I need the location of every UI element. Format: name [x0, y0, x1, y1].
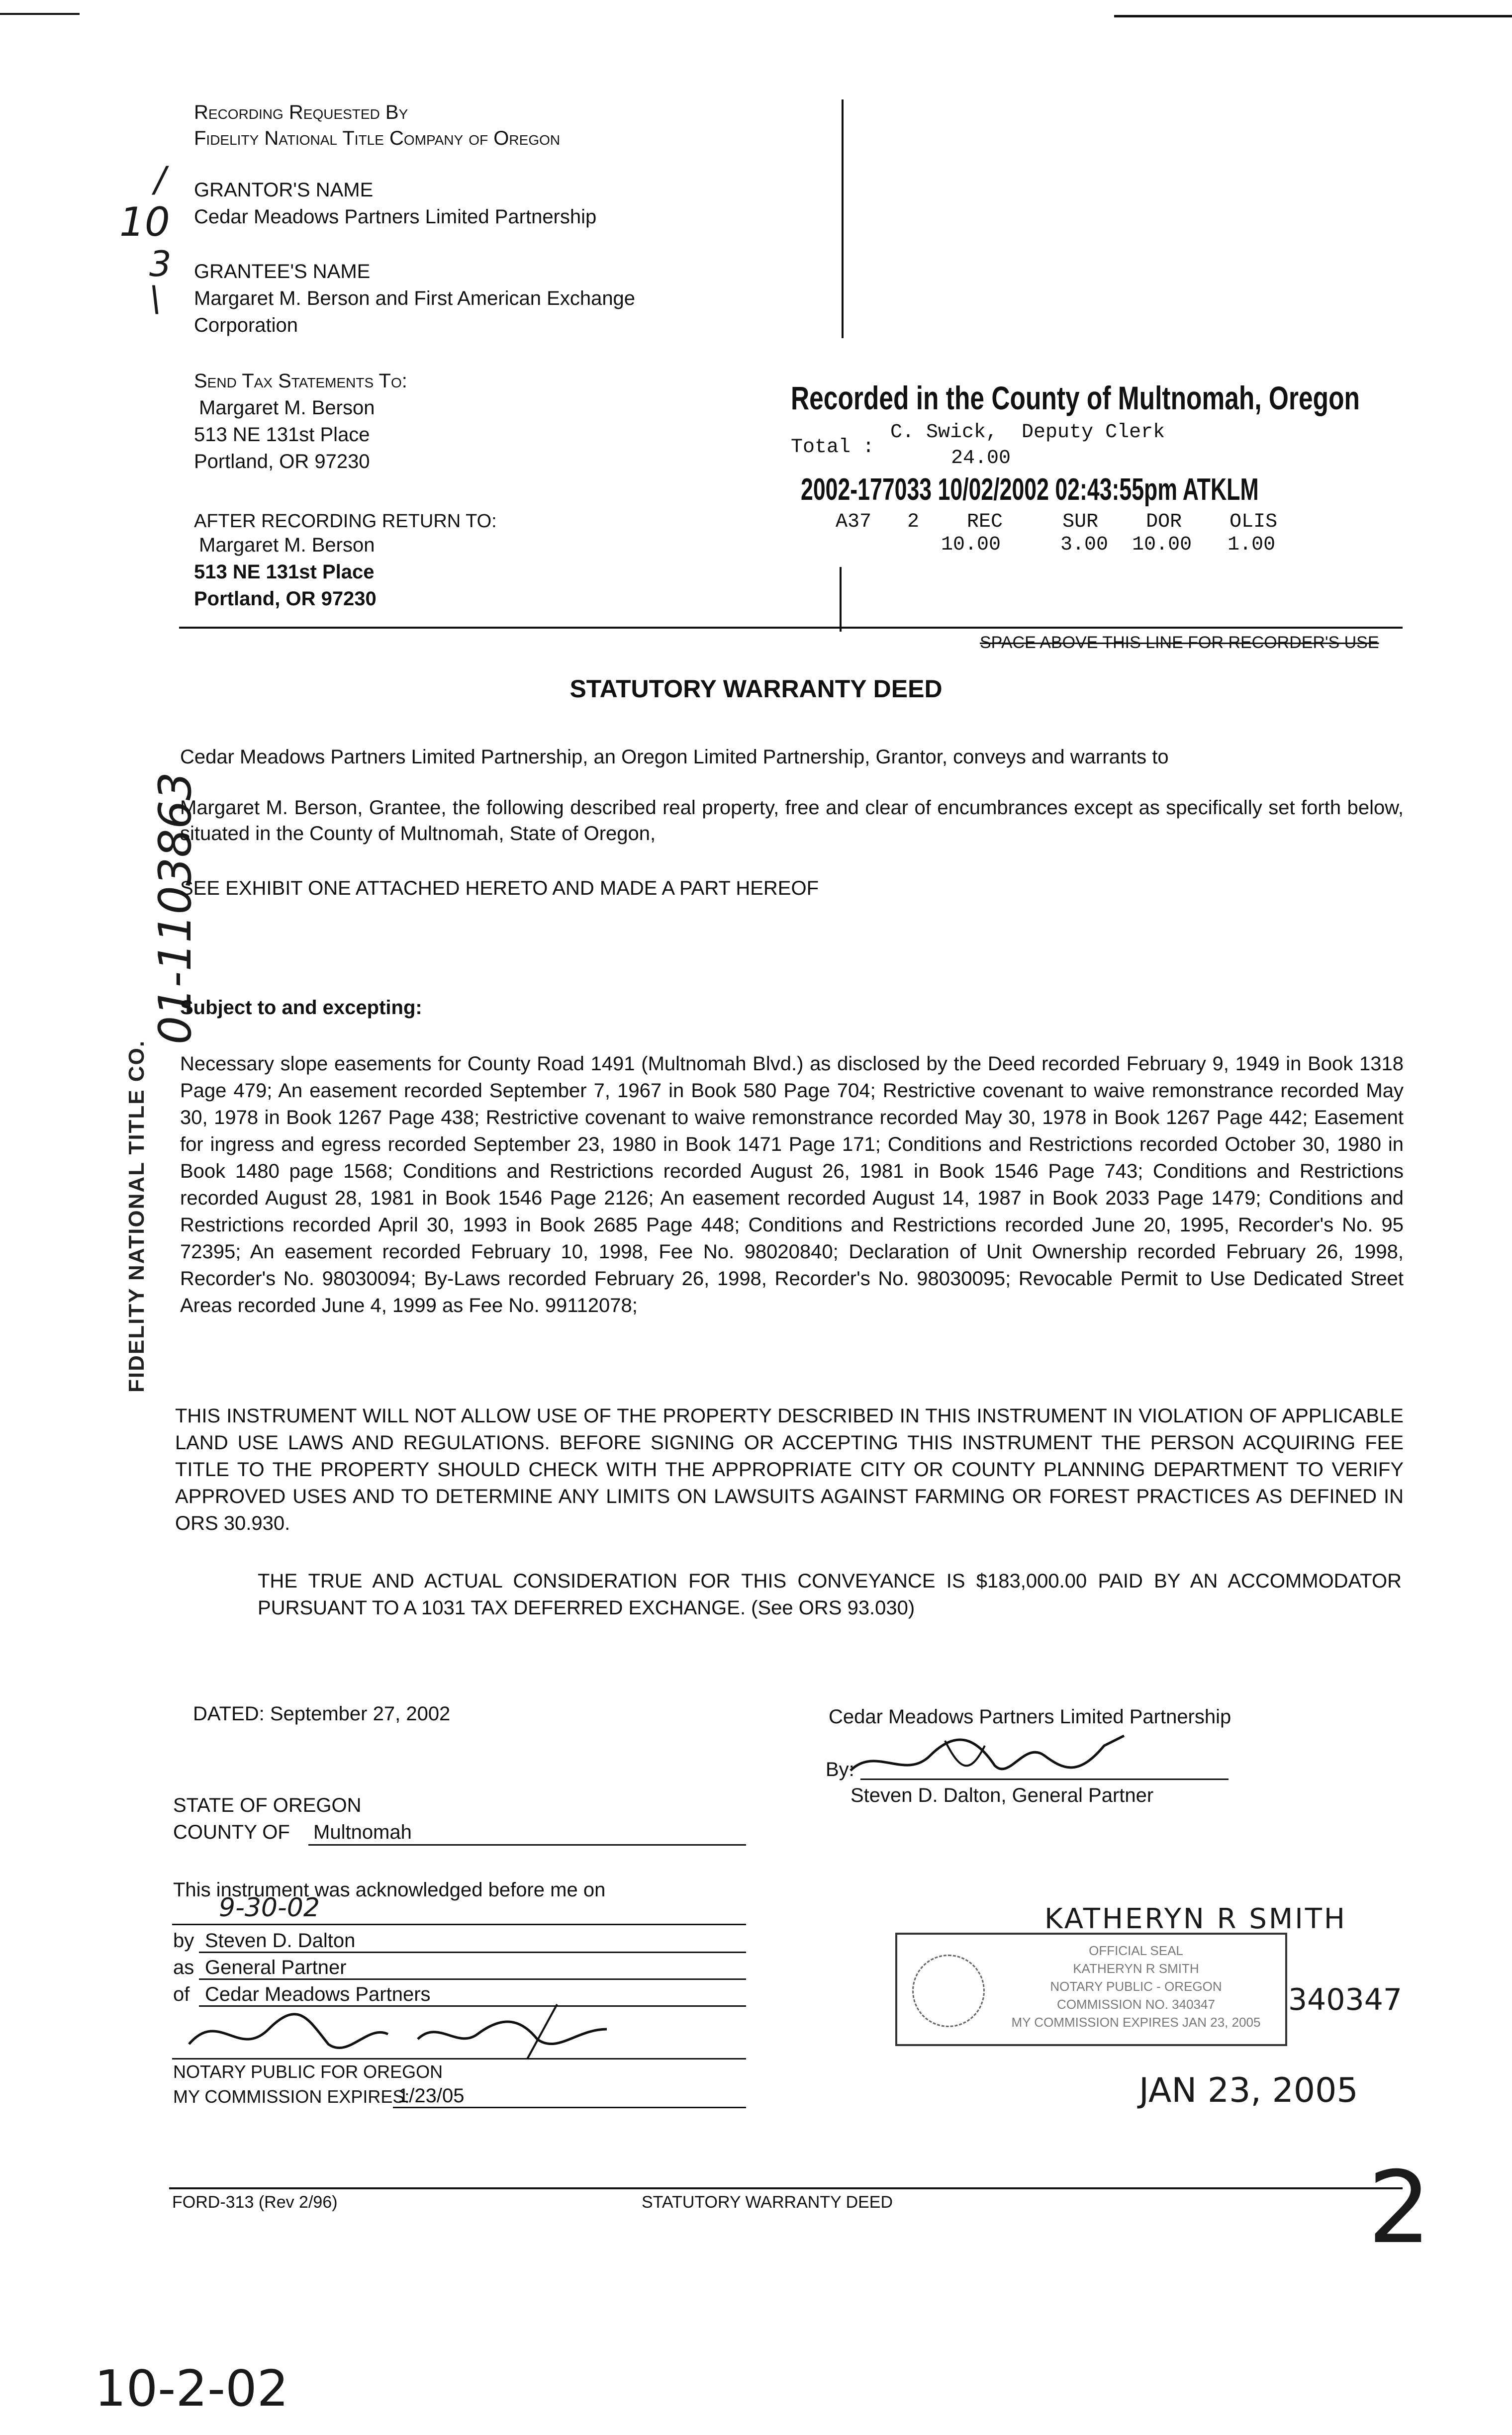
- easements-paragraph: Necessary slope easements for County Road 1491 (Multnomah Blvd.) as disclosed by the Deed recorded February 9, 1949 in Book 1318 Page 479; An easement recorded September 7, 1967 in Book 580 Page 704; Restrictive covenant to waive remonstrance recorded May 30, 1978 in Book 1267 Page 438; Restrictive covenant to waive remonstrance recorded May 30, 1978 in Book 1267 Page 442; Easement for ingress and egress recorded September 23, 1980 in Book 1471 Page 171; Conditions and Restrictions recorded October 30, 1980 in Book 1480 page 1568; Conditions and Restrictions recorded August 26, 1981 in Book 1546 Page 743; Conditions and Restrictions recorded August 28, 1981 in Book 1546 Page 2126; An easement recorded August 14, 1987 in Book 2033 Page 1479; Conditions and Restrictions recorded April 30, 1993 in Book 2685 Page 448; Conditions and Restrictions recorded June 20, 1995, Recorder's No. 95 72395; An easement recorded February 10, 1998, Fee No. 98020840; Declaration of Unit Ownership recorded February 26, 1998, Recorder's No. 98030094; By-Laws recorded February 26, 1998, Recorder's No. 98030095; Revocable Permit to Use Dedicated Street Areas recorded June 4, 1999 as Fee No. 99112078;: [180, 1053, 1404, 1316]
- header-divider-bottom: [840, 567, 842, 632]
- notary-as-value: General Partner: [205, 1957, 347, 1978]
- recorder-fee-values: 10.00 3.00 10.00 1.00: [941, 534, 1276, 556]
- margin-vertical-stamp: FIDELITY NATIONAL TITLE CO.: [124, 1039, 149, 1393]
- consideration-statement: THE TRUE AND ACTUAL CONSIDERATION FOR THIS CONVEYANCE IS $183,000.00 PAID BY AN ACCOMMODATOR PURSUANT TO A 1031 TAX DEFERRED EXCHANGE. (See ORS 93.030): [258, 1570, 1402, 1619]
- recording-requested-label: Recording Requested By: [194, 101, 408, 123]
- county-underline: [308, 1844, 746, 1846]
- stamp-line-5: MY COMMISSION EXPIRES JAN 23, 2005: [1011, 2015, 1261, 2030]
- notary-hand-name: KATHERYN R SMITH: [1044, 1903, 1347, 1935]
- notary-by-label: by: [173, 1930, 194, 1952]
- notary-hand-number: 340347: [1288, 1982, 1403, 2017]
- header-divider-top: [842, 99, 844, 338]
- grantor-paragraph: Cedar Meadows Partners Limited Partnership, an Oregon Limited Partnership, Grantor, conveys and warrants to: [180, 746, 1169, 768]
- margin-hand-mark-1: /: [154, 159, 166, 200]
- notary-as-label: as: [173, 1957, 194, 1978]
- ack-date-underline: [172, 1924, 746, 1925]
- commission-underline: [393, 2107, 746, 2108]
- margin-hand-mark-2: 10: [119, 199, 170, 245]
- grantee-value-line2: Corporation: [194, 314, 298, 336]
- space-above-line: SPACE ABOVE THIS LINE FOR RECORDER'S USE: [980, 633, 1379, 652]
- notary-of-value: Cedar Meadows Partners: [205, 1983, 431, 2005]
- return-label: AFTER RECORDING RETURN TO:: [194, 511, 497, 532]
- grantor-label: GRANTOR'S NAME: [194, 179, 374, 201]
- seal-emblem-icon: [912, 1955, 985, 2027]
- stamp-line-2: KATHERYN R SMITH: [1073, 1961, 1199, 1976]
- page-hand-mark: 2: [1368, 2150, 1431, 2266]
- notary-signature-icon: [179, 1999, 627, 2064]
- notary-public-label: NOTARY PUBLIC FOR OREGON: [173, 2061, 443, 2082]
- notary-signature-line: [172, 2058, 746, 2060]
- form-id: FORD-313 (Rev 2/96): [172, 2193, 338, 2212]
- grantee-label: GRANTEE'S NAME: [194, 261, 371, 282]
- top-left-rule: [0, 13, 80, 15]
- tax-name: Margaret M. Berson: [199, 397, 375, 419]
- stamp-line-4: COMMISSION NO. 340347: [1057, 1997, 1215, 2012]
- return-name: Margaret M. Berson: [199, 534, 375, 556]
- recording-requested-value: Fidelity National Title Company of Oregon: [194, 127, 561, 149]
- grantee-paragraph: Margaret M. Berson, Grantee, the following described real property, free and clear of encumbrances except as specifically set forth below, situated in the County of Multnomah, State of Oregon,: [180, 797, 1404, 844]
- tax-city: Portland, OR 97230: [194, 451, 370, 472]
- footer-rule: [169, 2187, 1403, 2189]
- grantor-value: Cedar Meadows Partners Limited Partnership: [194, 206, 597, 228]
- exhibit-reference: SEE EXHIBIT ONE ATTACHED HERETO AND MADE A PART HEREOF: [180, 877, 819, 899]
- notary-ack-text: This instrument was acknowledged before me on: [173, 1879, 606, 1901]
- signature-line: [860, 1779, 1228, 1780]
- signer-name: Steven D. Dalton, General Partner: [850, 1784, 1154, 1806]
- signer-company: Cedar Meadows Partners Limited Partnership: [829, 1706, 1231, 1728]
- notary-hand-date: JAN 23, 2005: [1139, 2071, 1358, 2110]
- deed-title: STATUTORY WARRANTY DEED: [569, 675, 943, 703]
- recorder-fee-codes: A37 2 REC SUR DOR OLIS: [836, 511, 1278, 533]
- land-use-statement: THIS INSTRUMENT WILL NOT ALLOW USE OF THE PROPERTY DESCRIBED IN THIS INSTRUMENT IN VIOLATION OF APPLICABLE LAND USE LAWS AND REGULATIONS. BEFORE SIGNING OR ACCEPTING THIS INSTRUMENT THE PERSON ACQUIRING FEE TITLE TO THE PROPERTY SHOULD CHECK WITH THE APPROPRIATE CITY OR COUNTY PLANNING DEPARTMENT TO VERIFY APPROVED USES AND TO DETERMINE ANY LIMITS ON LAWSUITS AGAINST FARMING OR FOREST PRACTICES AS DEFINED IN ORS 30.930.: [175, 1405, 1404, 1534]
- margin-hand-mark-4: \: [149, 279, 161, 319]
- recorder-total-label: Total :: [791, 436, 875, 459]
- recorder-record-line: 2002-177033 10/02/2002 02:43:55pm ATKLM: [801, 472, 1259, 507]
- notary-commission-value: 1/23/05: [398, 2085, 465, 2107]
- recorder-total-value: 24.00: [951, 447, 1011, 469]
- stamp-line-3: NOTARY PUBLIC - OREGON: [1050, 1979, 1222, 1994]
- notary-commission-label: MY COMMISSION EXPIRES:: [173, 2086, 410, 2107]
- recorder-rule: [179, 627, 1403, 629]
- recorder-clerk: C. Swick, Deputy Clerk: [890, 421, 1165, 444]
- tax-statements-label: Send Tax Statements To:: [194, 370, 407, 392]
- notary-county-value: Multnomah: [313, 1821, 412, 1843]
- return-address: 513 NE 131st Place: [194, 561, 375, 583]
- as-underline: [199, 1978, 746, 1980]
- grantor-signature-icon: [846, 1726, 1154, 1790]
- margin-vertical-hand: 01-1103863: [149, 772, 201, 1044]
- return-city: Portland, OR 97230: [194, 588, 377, 610]
- notary-county-label: COUNTY OF: [173, 1821, 290, 1843]
- notary-ack-date: 9-30-02: [219, 1893, 320, 1923]
- tax-address: 513 NE 131st Place: [194, 424, 370, 446]
- notary-of-label: of: [173, 1983, 190, 2005]
- notary-by-value: Steven D. Dalton: [205, 1930, 356, 1952]
- subject-heading: Subject to and excepting:: [180, 997, 422, 1019]
- notary-state: STATE OF OREGON: [173, 1794, 362, 1816]
- form-title: STATUTORY WARRANTY DEED: [642, 2193, 893, 2212]
- by-underline: [199, 1952, 746, 1953]
- bottom-hand-date: 10-2-02: [94, 2359, 289, 2418]
- stamp-line-1: OFFICIAL SEAL: [1089, 1943, 1183, 1958]
- top-right-rule: [1114, 15, 1512, 17]
- dated-line: DATED: September 27, 2002: [193, 1703, 451, 1725]
- notary-seal-stamp: [895, 1933, 1287, 2046]
- margin-hand-mark-3: 3: [149, 244, 172, 284]
- signature-by-label: By:: [826, 1759, 854, 1780]
- grantee-value-line1: Margaret M. Berson and First American Exchange: [194, 287, 636, 309]
- recorder-title: Recorded in the County of Multnomah, Oregon: [791, 379, 1360, 416]
